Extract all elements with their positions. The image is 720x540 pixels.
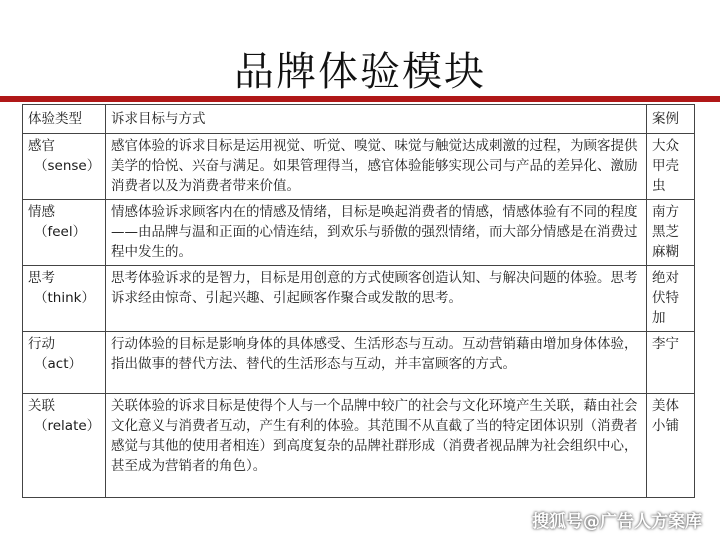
table-header-row: [23, 105, 695, 134]
example-cell: 大众甲壳虫: [647, 134, 695, 200]
type-cell: [23, 134, 106, 200]
description-cell: 行动体验的目标是影响身体的具体感受、生活形态与互动。互动营销藉由增加身体体验，指出做事的替代方法、替代的生活形态与互动，并丰富顾客的方式。: [106, 332, 647, 394]
experience-module-table: [22, 104, 695, 498]
description-cell: 情感体验诉求顾客内在的情感及情绪，目标是唤起消费者的情感，情感体验有不同的程度——由品牌与温和正面的心情连结，到欢乐与骄傲的强烈情绪，而大部分情感是在消费过程中发生的。: [106, 200, 647, 266]
table-row-feel: [23, 200, 695, 266]
type-cell: [23, 266, 106, 332]
type-name: 关联: [28, 398, 55, 414]
type-name: 行动: [28, 336, 55, 352]
type-name: 情感: [28, 204, 55, 220]
table-row-relate: [23, 394, 695, 498]
table-row-act: [23, 332, 695, 394]
type-english: （sense）: [34, 158, 101, 174]
type-english: （think）: [34, 290, 95, 306]
type-english: （relate）: [34, 418, 101, 434]
description-cell: 关联体验的诉求目标是使得个人与一个品牌中较广的社会与文化环境产生关联，藉由社会文化意义与消费者互动，产生有利的体验。其范围不从直截了当的特定团体识别（消费者感觉与其他的使用者相连）到高度复杂的品牌社群形成（消费者视品牌为社会组织中心，甚至成为营销者的角色）。: [106, 394, 647, 498]
type-cell: [23, 200, 106, 266]
table-row-sense: [23, 134, 695, 200]
type-english: （feel）: [34, 224, 87, 240]
example-cell: 绝对伏特加: [647, 266, 695, 332]
header-example: 案例: [647, 105, 695, 134]
type-name: 思考: [28, 270, 55, 286]
example-cell: 李宁: [647, 332, 695, 394]
type-cell: [23, 332, 106, 394]
header-type: 体验类型: [23, 105, 106, 134]
example-cell: 美体小铺: [647, 394, 695, 498]
table-row-think: [23, 266, 695, 332]
title-divider: [0, 96, 720, 102]
type-cell: [23, 394, 106, 498]
slide-title: 品牌体验模块: [234, 49, 486, 95]
type-name: 感官: [28, 138, 55, 154]
description-cell: 感官体验的诉求目标是运用视觉、听觉、嗅觉、味觉与触觉达成刺激的过程，为顾客提供美学的恰悦、兴奋与满足。如果管理得当，感官体验能够实现公司与产品的差异化、激励消费者以及为消费者带来价值。: [106, 134, 647, 200]
watermark: 搜狐号@广告人方案库: [532, 512, 702, 532]
header-description: 诉求目标与方式: [106, 105, 647, 134]
type-english: （act）: [34, 356, 82, 372]
example-cell: 南方黑芝麻糊: [647, 200, 695, 266]
description-cell: 思考体验诉求的是智力，目标是用创意的方式使顾客创造认知、与解决问题的体验。思考诉求经由惊奇、引起兴趣、引起顾客作聚合或发散的思考。: [106, 266, 647, 332]
